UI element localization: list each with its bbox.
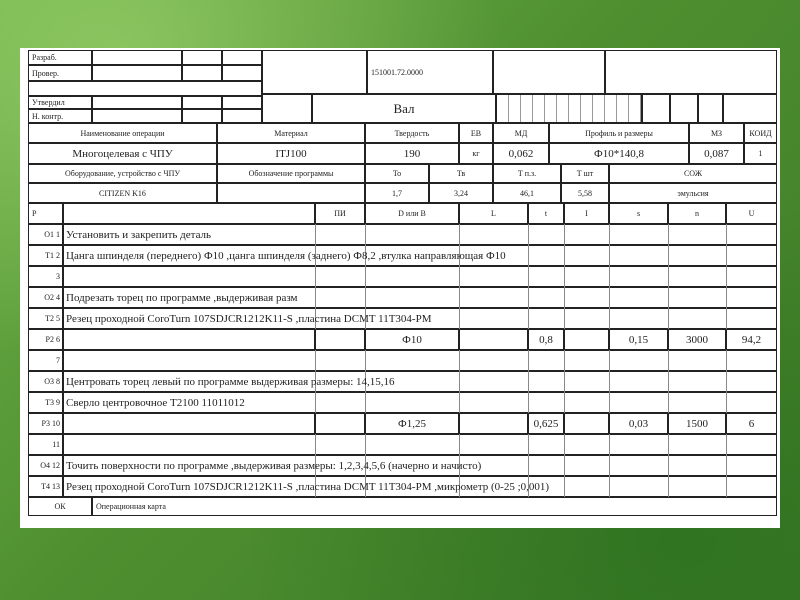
hdr-profile: Профиль и размеры: [549, 123, 689, 143]
hdr-ev: ЕВ: [459, 123, 493, 143]
hdr-op-name: Наименование операции: [28, 123, 217, 143]
row-code: О4 12: [28, 455, 63, 476]
hdr-to: То: [365, 164, 429, 183]
operation-card: [24, 48, 777, 518]
row-d: Ф10: [365, 329, 459, 350]
drawing-code: 151001.72.0000: [367, 50, 493, 94]
stamp-cell: [92, 50, 182, 65]
stamp-cell: [92, 109, 182, 123]
val-tpz: 46,1: [493, 183, 561, 203]
stamp-cell: [262, 94, 312, 123]
row-t: 0,8: [528, 329, 564, 350]
hdr-s: s: [609, 203, 668, 224]
row-code: Р2 6: [28, 329, 63, 350]
hdr-tsht: Т шт: [561, 164, 609, 183]
val-profile: Ф10*140,8: [549, 143, 689, 164]
row-text: Установить и закрепить деталь: [66, 228, 212, 241]
val-tsht: 5,58: [561, 183, 609, 203]
hdr-koid: КОИД: [744, 123, 777, 143]
row-text: [63, 350, 777, 371]
row-n: 1500: [668, 413, 726, 434]
row-code: Т1 2: [28, 245, 63, 266]
row-text: Резец проходной CoroTurn 107SDJCR1212K11-S ,пластина DCMT 11T304-PM: [66, 312, 432, 325]
stamp-cell: [262, 50, 367, 94]
hdr-program: Обозначение программы: [217, 164, 365, 183]
stamp-cell: [670, 94, 698, 123]
hdr-t: t: [528, 203, 564, 224]
row-code: О3 8: [28, 371, 63, 392]
row-text: Центровать торец левый по программе выдерживая размеры: 14,15,16: [66, 375, 395, 388]
row-text: [63, 434, 777, 455]
row-code: 3: [28, 266, 63, 287]
hdr-tv: Тв: [429, 164, 493, 183]
hdr-l: L: [459, 203, 528, 224]
stamp-cell: [493, 50, 605, 94]
hdr-pi: ПИ: [315, 203, 365, 224]
row-code: Т4 13: [28, 476, 63, 497]
val-koid: 1: [744, 143, 777, 164]
row-s: 0,03: [609, 413, 668, 434]
val-md: 0,062: [493, 143, 549, 164]
row-u: 6: [726, 413, 777, 434]
val-equipment: CITIZEN K16: [28, 183, 217, 203]
stamp-cell: [28, 81, 262, 96]
row-l: [459, 413, 528, 434]
stamp-cell: [605, 50, 777, 94]
row-code: 11: [28, 434, 63, 455]
stamp-cell: [698, 94, 723, 123]
hdr-i: I: [564, 203, 609, 224]
stamp-grid: [496, 94, 642, 123]
row-code: 7: [28, 350, 63, 371]
hdr-equipment: Оборудование, устройство с ЧПУ: [28, 164, 217, 183]
label-prover: Провер.: [28, 65, 92, 81]
row-code: Т3 9: [28, 392, 63, 413]
row-i: [564, 413, 609, 434]
part-title: Вал: [312, 94, 496, 123]
row-text: [63, 413, 315, 434]
val-to: 1,7: [365, 183, 429, 203]
row-text: [63, 329, 315, 350]
stamp-cell: [182, 50, 222, 65]
row-u: 94,2: [726, 329, 777, 350]
row-i: [564, 329, 609, 350]
stamp-cell: [182, 109, 222, 123]
val-tv: 3,24: [429, 183, 493, 203]
row-t: 0,625: [528, 413, 564, 434]
row-l: [459, 329, 528, 350]
row-s: 0,15: [609, 329, 668, 350]
val-program: [217, 183, 365, 203]
row-text: Цанга шпинделя (переднего) Ф10 ,цанга шпинделя (заднего) Ф8,2 ,втулка направляющая Ф10: [66, 249, 506, 262]
hdr-n: n: [668, 203, 726, 224]
val-ev: кг: [459, 143, 493, 164]
stamp-cell: [642, 94, 670, 123]
stamp-cell: [92, 96, 182, 109]
stamp-cell: [222, 109, 262, 123]
row-n: 3000: [668, 329, 726, 350]
hdr-p: Р: [28, 203, 63, 224]
stamp-cell: [182, 96, 222, 109]
val-mz: 0,087: [689, 143, 744, 164]
row-text: Подрезать торец по программе ,выдерживая разм: [66, 291, 298, 304]
label-n-kontr: Н. контр.: [28, 109, 92, 123]
stamp-cell: [723, 94, 777, 123]
row-code: О1 1: [28, 224, 63, 245]
hdr-hardness: Твердость: [365, 123, 459, 143]
footer-ok: ОК: [28, 497, 92, 516]
row-text: Точить поверхности по программе ,выдерживая размеры: 1,2,3,4,5,6 (начерно и начисто): [66, 459, 482, 472]
hdr-material: Материал: [217, 123, 365, 143]
row-code: О2 4: [28, 287, 63, 308]
hdr-u: U: [726, 203, 777, 224]
label-utverdil: Утвердил: [28, 96, 92, 109]
stamp-cell: [92, 65, 182, 81]
hdr-md: МД: [493, 123, 549, 143]
val-material: ITJ100: [217, 143, 365, 164]
row-code: Р3 10: [28, 413, 63, 434]
stamp-cell: [222, 50, 262, 65]
row-code: Т2 5: [28, 308, 63, 329]
row-text: Сверло центровочное Т2100 11011012: [66, 396, 245, 409]
footer-card-label: Операционная карта: [92, 497, 777, 516]
val-sozh: эмульсия: [609, 183, 777, 203]
hdr-tpz: Т п.з.: [493, 164, 561, 183]
hdr-d-or-v: D или В: [365, 203, 459, 224]
row-pi: [315, 413, 365, 434]
label-razrab: Разраб.: [28, 50, 92, 65]
row-d: Ф1,25: [365, 413, 459, 434]
val-op-name: Многоцелевая с ЧПУ: [28, 143, 217, 164]
stamp-cell: [182, 65, 222, 81]
hdr-mz: МЗ: [689, 123, 744, 143]
val-hardness: 190: [365, 143, 459, 164]
row-pi: [315, 329, 365, 350]
row-text: Резец проходной CoroTurn 107SDJCR1212K11-S ,пластина DCMT 11T304-PM ,микрометр (0-25 ;0,001): [66, 480, 550, 493]
document-paper: [20, 48, 780, 528]
stamp-cell: [222, 65, 262, 81]
row-text: [63, 266, 777, 287]
hdr-blank: [63, 203, 315, 224]
stamp-cell: [222, 96, 262, 109]
hdr-sozh: СОЖ: [609, 164, 777, 183]
